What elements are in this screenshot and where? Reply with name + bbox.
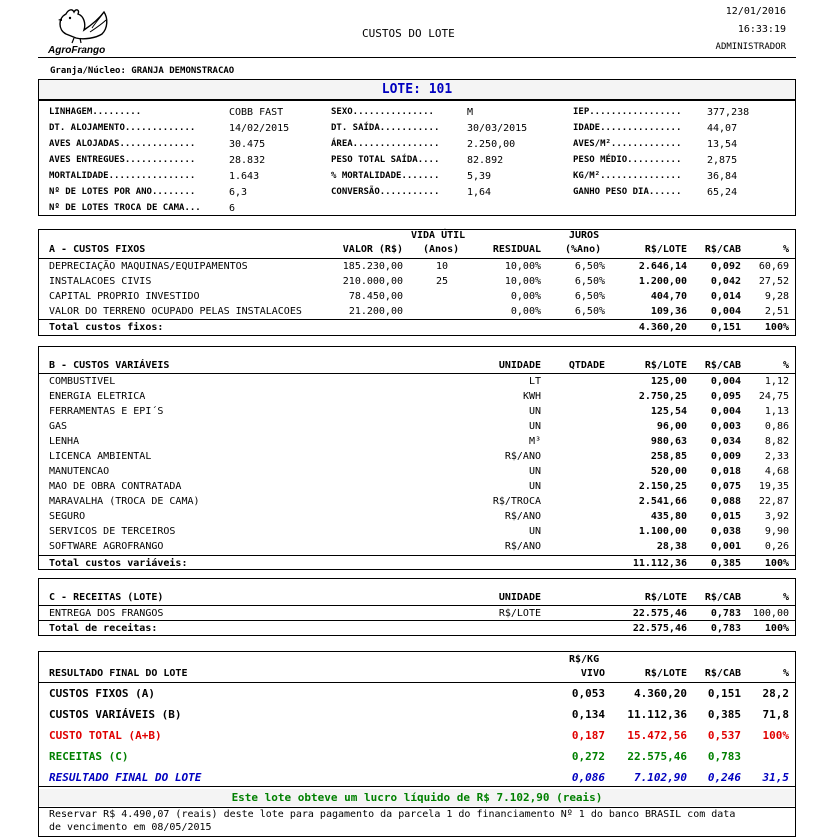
info-value: M xyxy=(467,107,474,118)
fixed-h-rscab: R$/CAB xyxy=(704,244,741,255)
granja-label: Granja/Núcleo: GRANJA DEMONSTRACAO xyxy=(50,66,235,76)
fixed-cell-residual: 10,00% xyxy=(504,261,541,272)
var-cell-rscab: 0,004 xyxy=(710,376,741,387)
revenue-h-rslote: R$/LOTE xyxy=(644,592,687,603)
profit-divider-bottom xyxy=(39,807,795,808)
fixed-cell-valor: 78.450,00 xyxy=(348,291,403,302)
info-label: GANHO PESO DIA...... xyxy=(573,187,682,197)
variable-rows xyxy=(39,373,795,569)
var-cell-rslote: 2.750,25 xyxy=(638,391,687,402)
info-label: KG/M²............... xyxy=(573,171,682,181)
var-cell-rscab: 0,001 xyxy=(710,541,741,552)
table-row xyxy=(39,509,795,524)
info-label: CONVERSÃO........... xyxy=(331,187,440,197)
res-cell-rscab: 0,537 xyxy=(707,729,741,742)
info-label: PESO MÉDIO.......... xyxy=(573,155,682,165)
var-cell-rslote: 258,85 xyxy=(650,451,687,462)
res-cell-kg: 0,086 xyxy=(571,771,605,784)
fixed-cell-residual: 0,00% xyxy=(510,306,541,317)
var-cell-desc: FERRAMENTAS E EPI´S xyxy=(49,406,164,417)
total-row xyxy=(39,555,795,571)
table-row xyxy=(39,464,795,479)
table-row xyxy=(39,274,795,289)
var-cell-rslote: 520,00 xyxy=(650,466,687,477)
var-cell-rscab: 0,088 xyxy=(710,496,741,507)
fixed-h-juros1: JUROS xyxy=(569,230,600,241)
info-label: DT. ALOJAMENTO............. xyxy=(49,123,196,133)
total-rscab: 0,385 xyxy=(710,558,741,569)
table-row xyxy=(39,727,795,745)
info-label: PESO TOTAL SAÍDA.... xyxy=(331,155,440,165)
res-cell-rslote: 15.472,56 xyxy=(627,729,687,742)
profit-divider-top xyxy=(39,786,795,787)
var-cell-desc: MARAVALHA (TROCA DE CAMA) xyxy=(49,496,200,507)
revenue-section xyxy=(38,578,796,636)
info-label: % MORTALIDADE....... xyxy=(331,171,440,181)
var-cell-pct: 0,86 xyxy=(764,421,789,432)
info-label: SEXO............... xyxy=(331,107,434,117)
info-label: Nº DE LOTES TROCA DE CAMA... xyxy=(49,203,201,213)
fixed-costs-section xyxy=(38,229,796,336)
fixed-cell-pct: 60,69 xyxy=(758,261,789,272)
var-cell-desc: ENERGIA ELETRICA xyxy=(49,391,146,402)
res-cell-pct: 31,5 xyxy=(762,771,789,784)
table-row xyxy=(39,374,795,389)
lote-title: LOTE: 101 xyxy=(381,82,453,97)
fixed-cell-rslote: 404,70 xyxy=(650,291,687,302)
fixed-cell-desc: CAPITAL PROPRIO INVESTIDO xyxy=(49,291,200,302)
fixed-h-pct: % xyxy=(782,244,789,255)
var-cell-rslote: 28,38 xyxy=(656,541,687,552)
rev-cell-rslote: 22.575,46 xyxy=(632,608,687,619)
info-label: LINHAGEM......... xyxy=(49,107,142,117)
revenue-h-pct: % xyxy=(782,592,789,603)
var-cell-unidade: R$/ANO xyxy=(504,511,541,522)
fixed-cell-pct: 9,28 xyxy=(764,291,789,302)
result-h-rslote: R$/LOTE xyxy=(644,668,687,679)
var-cell-rscab: 0,038 xyxy=(710,526,741,537)
fixed-cell-pct: 27,52 xyxy=(758,276,789,287)
revenue-rows xyxy=(39,605,795,635)
revenue-title: C - RECEITAS (LOTE) xyxy=(49,592,164,603)
var-cell-unidade: UN xyxy=(528,481,541,492)
table-row xyxy=(39,606,795,621)
var-cell-unidade: R$/ANO xyxy=(504,451,541,462)
info-value: 377,238 xyxy=(707,107,750,118)
res-cell-desc: RECEITAS (C) xyxy=(49,750,129,763)
table-row xyxy=(39,524,795,539)
total-label: Total custos fixos: xyxy=(49,322,164,333)
total-label: Total custos variáveis: xyxy=(49,558,188,569)
revenue-h-unidade: UNIDADE xyxy=(498,592,541,603)
result-h-pct: % xyxy=(782,668,789,679)
var-cell-unidade: LT xyxy=(528,376,541,387)
var-cell-pct: 24,75 xyxy=(758,391,789,402)
lote-title-box xyxy=(38,79,796,100)
table-row xyxy=(39,404,795,419)
info-value: 65,24 xyxy=(707,187,738,198)
table-row xyxy=(39,706,795,724)
fixed-cell-pct: 2,51 xyxy=(764,306,789,317)
result-section xyxy=(38,651,796,837)
var-cell-pct: 3,92 xyxy=(764,511,789,522)
table-row xyxy=(39,539,795,554)
fixed-h-valor: VALOR (R$) xyxy=(342,244,403,255)
result-h-kg1: R$/KG xyxy=(569,654,600,665)
variable-h-pct: % xyxy=(782,360,789,371)
var-cell-unidade: KWH xyxy=(522,391,541,402)
res-cell-kg: 0,187 xyxy=(571,729,605,742)
fixed-cell-juros: 6,50% xyxy=(574,291,605,302)
var-cell-pct: 9,90 xyxy=(764,526,789,537)
table-row xyxy=(39,419,795,434)
variable-h-qtdade: QTDADE xyxy=(568,360,605,371)
fixed-cell-juros: 6,50% xyxy=(574,276,605,287)
var-cell-rslote: 2.150,25 xyxy=(638,481,687,492)
logo xyxy=(48,4,118,54)
header-date: 12/01/2016 xyxy=(725,6,786,17)
var-cell-unidade: UN xyxy=(528,406,541,417)
var-cell-rslote: 96,00 xyxy=(656,421,687,432)
var-cell-rslote: 125,00 xyxy=(650,376,687,387)
var-cell-rslote: 2.541,66 xyxy=(638,496,687,507)
var-cell-rscab: 0,004 xyxy=(710,406,741,417)
table-row xyxy=(39,685,795,703)
rev-cell-unidade: R$/LOTE xyxy=(498,608,541,619)
res-cell-kg: 0,272 xyxy=(571,750,605,763)
info-label: MORTALIDADE................ xyxy=(49,171,196,181)
revenue-h-rscab: R$/CAB xyxy=(704,592,741,603)
var-cell-rscab: 0,095 xyxy=(710,391,741,402)
fixed-cell-valor: 21.200,00 xyxy=(348,306,403,317)
res-cell-rscab: 0,151 xyxy=(707,687,741,700)
table-row xyxy=(39,748,795,766)
var-cell-pct: 8,82 xyxy=(764,436,789,447)
total-label: Total de receitas: xyxy=(49,623,158,634)
rev-cell-desc: ENTREGA DOS FRANGOS xyxy=(49,608,164,619)
res-cell-rslote: 7.102,90 xyxy=(634,771,687,784)
var-cell-desc: LICENCA AMBIENTAL xyxy=(49,451,152,462)
res-cell-desc: CUSTO TOTAL (A+B) xyxy=(49,729,162,742)
fixed-cell-vida: 10 xyxy=(436,261,449,272)
info-value: 82.892 xyxy=(467,155,504,166)
var-cell-pct: 1,13 xyxy=(764,406,789,417)
var-cell-pct: 19,35 xyxy=(758,481,789,492)
fixed-cell-valor: 185.230,00 xyxy=(342,261,403,272)
lote-info-box xyxy=(38,100,796,216)
rev-cell-pct: 100,00 xyxy=(752,608,789,619)
res-cell-rscab: 0,385 xyxy=(707,708,741,721)
fixed-cell-juros: 6,50% xyxy=(574,261,605,272)
fixed-cell-rslote: 109,36 xyxy=(650,306,687,317)
fixed-h-rslote: R$/LOTE xyxy=(644,244,687,255)
total-pct: 100% xyxy=(764,623,789,634)
fixed-h-residual: RESIDUAL xyxy=(492,244,541,255)
var-cell-pct: 2,33 xyxy=(764,451,789,462)
fixed-h-vida2: (Anos) xyxy=(423,244,460,255)
info-label: IEP................. xyxy=(573,107,682,117)
res-cell-pct: 71,8 xyxy=(762,708,789,721)
rooster-icon xyxy=(48,4,118,44)
table-row xyxy=(39,449,795,464)
fixed-rows xyxy=(39,258,795,348)
var-cell-desc: MAO DE OBRA CONTRATADA xyxy=(49,481,182,492)
financing-note-line2: de vencimento em 08/05/2015 xyxy=(49,822,212,833)
var-cell-unidade: UN xyxy=(528,526,541,537)
var-cell-rslote: 125,54 xyxy=(650,406,687,417)
var-cell-rslote: 435,80 xyxy=(650,511,687,522)
total-pct: 100% xyxy=(764,558,789,569)
info-value: 28.832 xyxy=(229,155,266,166)
var-cell-desc: LENHA xyxy=(49,436,80,447)
financing-note-line1: Reservar R$ 4.490,07 (reais) deste lote para pagamento da parcela 1 do financiamento Nº 1 do banco BRASIL com data xyxy=(49,809,736,820)
var-cell-unidade: M³ xyxy=(528,436,541,447)
page-title: CUSTOS DO LOTE xyxy=(362,27,455,40)
var-cell-rscab: 0,009 xyxy=(710,451,741,462)
info-label: AVES ALOJADAS.............. xyxy=(49,139,196,149)
var-cell-desc: MANUTENCAO xyxy=(49,466,110,477)
info-value: COBB FAST xyxy=(229,107,284,118)
res-cell-kg: 0,053 xyxy=(571,687,605,700)
fixed-cell-residual: 0,00% xyxy=(510,291,541,302)
table-row xyxy=(39,304,795,319)
var-cell-unidade: UN xyxy=(528,466,541,477)
var-cell-rscab: 0,075 xyxy=(710,481,741,492)
fixed-cell-desc: DEPRECIAÇÃO MAQUINAS/EQUIPAMENTOS xyxy=(49,261,248,272)
logo-text: AgroFrango xyxy=(48,45,106,56)
info-label: ÁREA................ xyxy=(331,139,440,149)
total-row xyxy=(39,319,795,335)
fixed-cell-residual: 10,00% xyxy=(504,276,541,287)
total-rscab: 0,783 xyxy=(710,623,741,634)
var-cell-desc: SOFTWARE AGROFRANGO xyxy=(49,541,164,552)
fixed-cell-rscab: 0,042 xyxy=(710,276,741,287)
info-label: IDADE............... xyxy=(573,123,682,133)
res-cell-desc: RESULTADO FINAL DO LOTE xyxy=(49,771,202,784)
res-cell-rslote: 22.575,46 xyxy=(627,750,687,763)
var-cell-pct: 22,87 xyxy=(758,496,789,507)
header-user: ADMINISTRADOR xyxy=(715,42,786,52)
var-cell-desc: SERVICOS DE TERCEIROS xyxy=(49,526,176,537)
fixed-h-juros2: (%Ano) xyxy=(565,244,602,255)
header-divider xyxy=(38,57,796,58)
table-row xyxy=(39,289,795,304)
result-title: RESULTADO FINAL DO LOTE xyxy=(49,668,188,679)
res-cell-desc: CUSTOS VARIÁVEIS (B) xyxy=(49,708,182,721)
info-value: 1,64 xyxy=(467,187,492,198)
rev-cell-rscab: 0,783 xyxy=(710,608,741,619)
var-cell-unidade: R$/TROCA xyxy=(492,496,541,507)
table-row xyxy=(39,769,795,787)
var-cell-unidade: UN xyxy=(528,421,541,432)
var-cell-desc: COMBUSTIVEL xyxy=(49,376,116,387)
variable-title: B - CUSTOS VARIÁVEIS xyxy=(49,360,170,371)
total-rscab: 0,151 xyxy=(710,322,741,333)
result-h-kg2: VIVO xyxy=(580,668,605,679)
fixed-cell-rslote: 2.646,14 xyxy=(638,261,687,272)
var-cell-pct: 1,12 xyxy=(764,376,789,387)
fixed-cell-rscab: 0,014 xyxy=(710,291,741,302)
table-row xyxy=(39,434,795,449)
total-rslote: 11.112,36 xyxy=(632,558,687,569)
total-pct: 100% xyxy=(764,322,789,333)
var-cell-desc: SEGURO xyxy=(49,511,86,522)
total-rslote: 4.360,20 xyxy=(638,322,687,333)
fixed-cell-desc: INSTALACOES CIVIS xyxy=(49,276,152,287)
total-rslote: 22.575,46 xyxy=(632,623,687,634)
var-cell-rscab: 0,018 xyxy=(710,466,741,477)
profit-message: Este lote obteve um lucro líquido de R$ 7.102,90 (reais) xyxy=(39,789,795,806)
var-cell-pct: 0,26 xyxy=(764,541,789,552)
table-row xyxy=(39,494,795,509)
info-value: 36,84 xyxy=(707,171,738,182)
total-row xyxy=(39,620,795,636)
res-cell-kg: 0,134 xyxy=(571,708,605,721)
info-value: 5,39 xyxy=(467,171,492,182)
info-value: 2.250,00 xyxy=(467,139,516,150)
fixed-cell-juros: 6,50% xyxy=(574,306,605,317)
variable-costs-section xyxy=(38,346,796,570)
fixed-cell-rscab: 0,004 xyxy=(710,306,741,317)
var-cell-rscab: 0,003 xyxy=(710,421,741,432)
info-value: 13,54 xyxy=(707,139,738,150)
var-cell-rslote: 980,63 xyxy=(650,436,687,447)
result-rows xyxy=(39,682,795,786)
fixed-title: A - CUSTOS FIXOS xyxy=(49,244,146,255)
table-row xyxy=(39,389,795,404)
table-row xyxy=(39,259,795,274)
var-cell-rscab: 0,034 xyxy=(710,436,741,447)
res-cell-rslote: 11.112,36 xyxy=(627,708,687,721)
info-label: DT. SAÍDA........... xyxy=(331,123,440,133)
info-value: 6 xyxy=(229,203,236,214)
variable-h-unidade: UNIDADE xyxy=(498,360,541,371)
info-value: 2,875 xyxy=(707,155,738,166)
fixed-cell-desc: VALOR DO TERRENO OCUPADO PELAS INSTALACOES xyxy=(49,306,302,317)
info-value: 14/02/2015 xyxy=(229,123,290,134)
info-label: Nº DE LOTES POR ANO........ xyxy=(49,187,196,197)
header-time: 16:33:19 xyxy=(737,24,786,35)
fixed-cell-valor: 210.000,00 xyxy=(342,276,403,287)
var-cell-unidade: R$/ANO xyxy=(504,541,541,552)
table-row xyxy=(39,479,795,494)
info-value: 30.475 xyxy=(229,139,266,150)
info-value: 6,3 xyxy=(229,187,248,198)
info-value: 1.643 xyxy=(229,171,260,182)
result-h-rscab: R$/CAB xyxy=(704,668,741,679)
fixed-cell-rslote: 1.200,00 xyxy=(638,276,687,287)
fixed-cell-rscab: 0,092 xyxy=(710,261,741,272)
res-cell-pct: 28,2 xyxy=(762,687,789,700)
info-value: 30/03/2015 xyxy=(467,123,528,134)
var-cell-rslote: 1.100,00 xyxy=(638,526,687,537)
info-label: AVES/M²............. xyxy=(573,139,682,149)
var-cell-desc: GAS xyxy=(49,421,68,432)
res-cell-rscab: 0,246 xyxy=(707,771,741,784)
fixed-cell-vida: 25 xyxy=(436,276,449,287)
res-cell-pct: 100% xyxy=(762,729,789,742)
fixed-h-vida1: VIDA ÚTIL xyxy=(411,230,466,241)
res-cell-rscab: 0,783 xyxy=(707,750,741,763)
variable-h-rscab: R$/CAB xyxy=(704,360,741,371)
variable-h-rslote: R$/LOTE xyxy=(644,360,687,371)
var-cell-rscab: 0,015 xyxy=(710,511,741,522)
var-cell-pct: 4,68 xyxy=(764,466,789,477)
info-value: 44,07 xyxy=(707,123,738,134)
res-cell-rslote: 4.360,20 xyxy=(634,687,687,700)
res-cell-desc: CUSTOS FIXOS (A) xyxy=(49,687,155,700)
info-label: AVES ENTREGUES............. xyxy=(49,155,196,165)
